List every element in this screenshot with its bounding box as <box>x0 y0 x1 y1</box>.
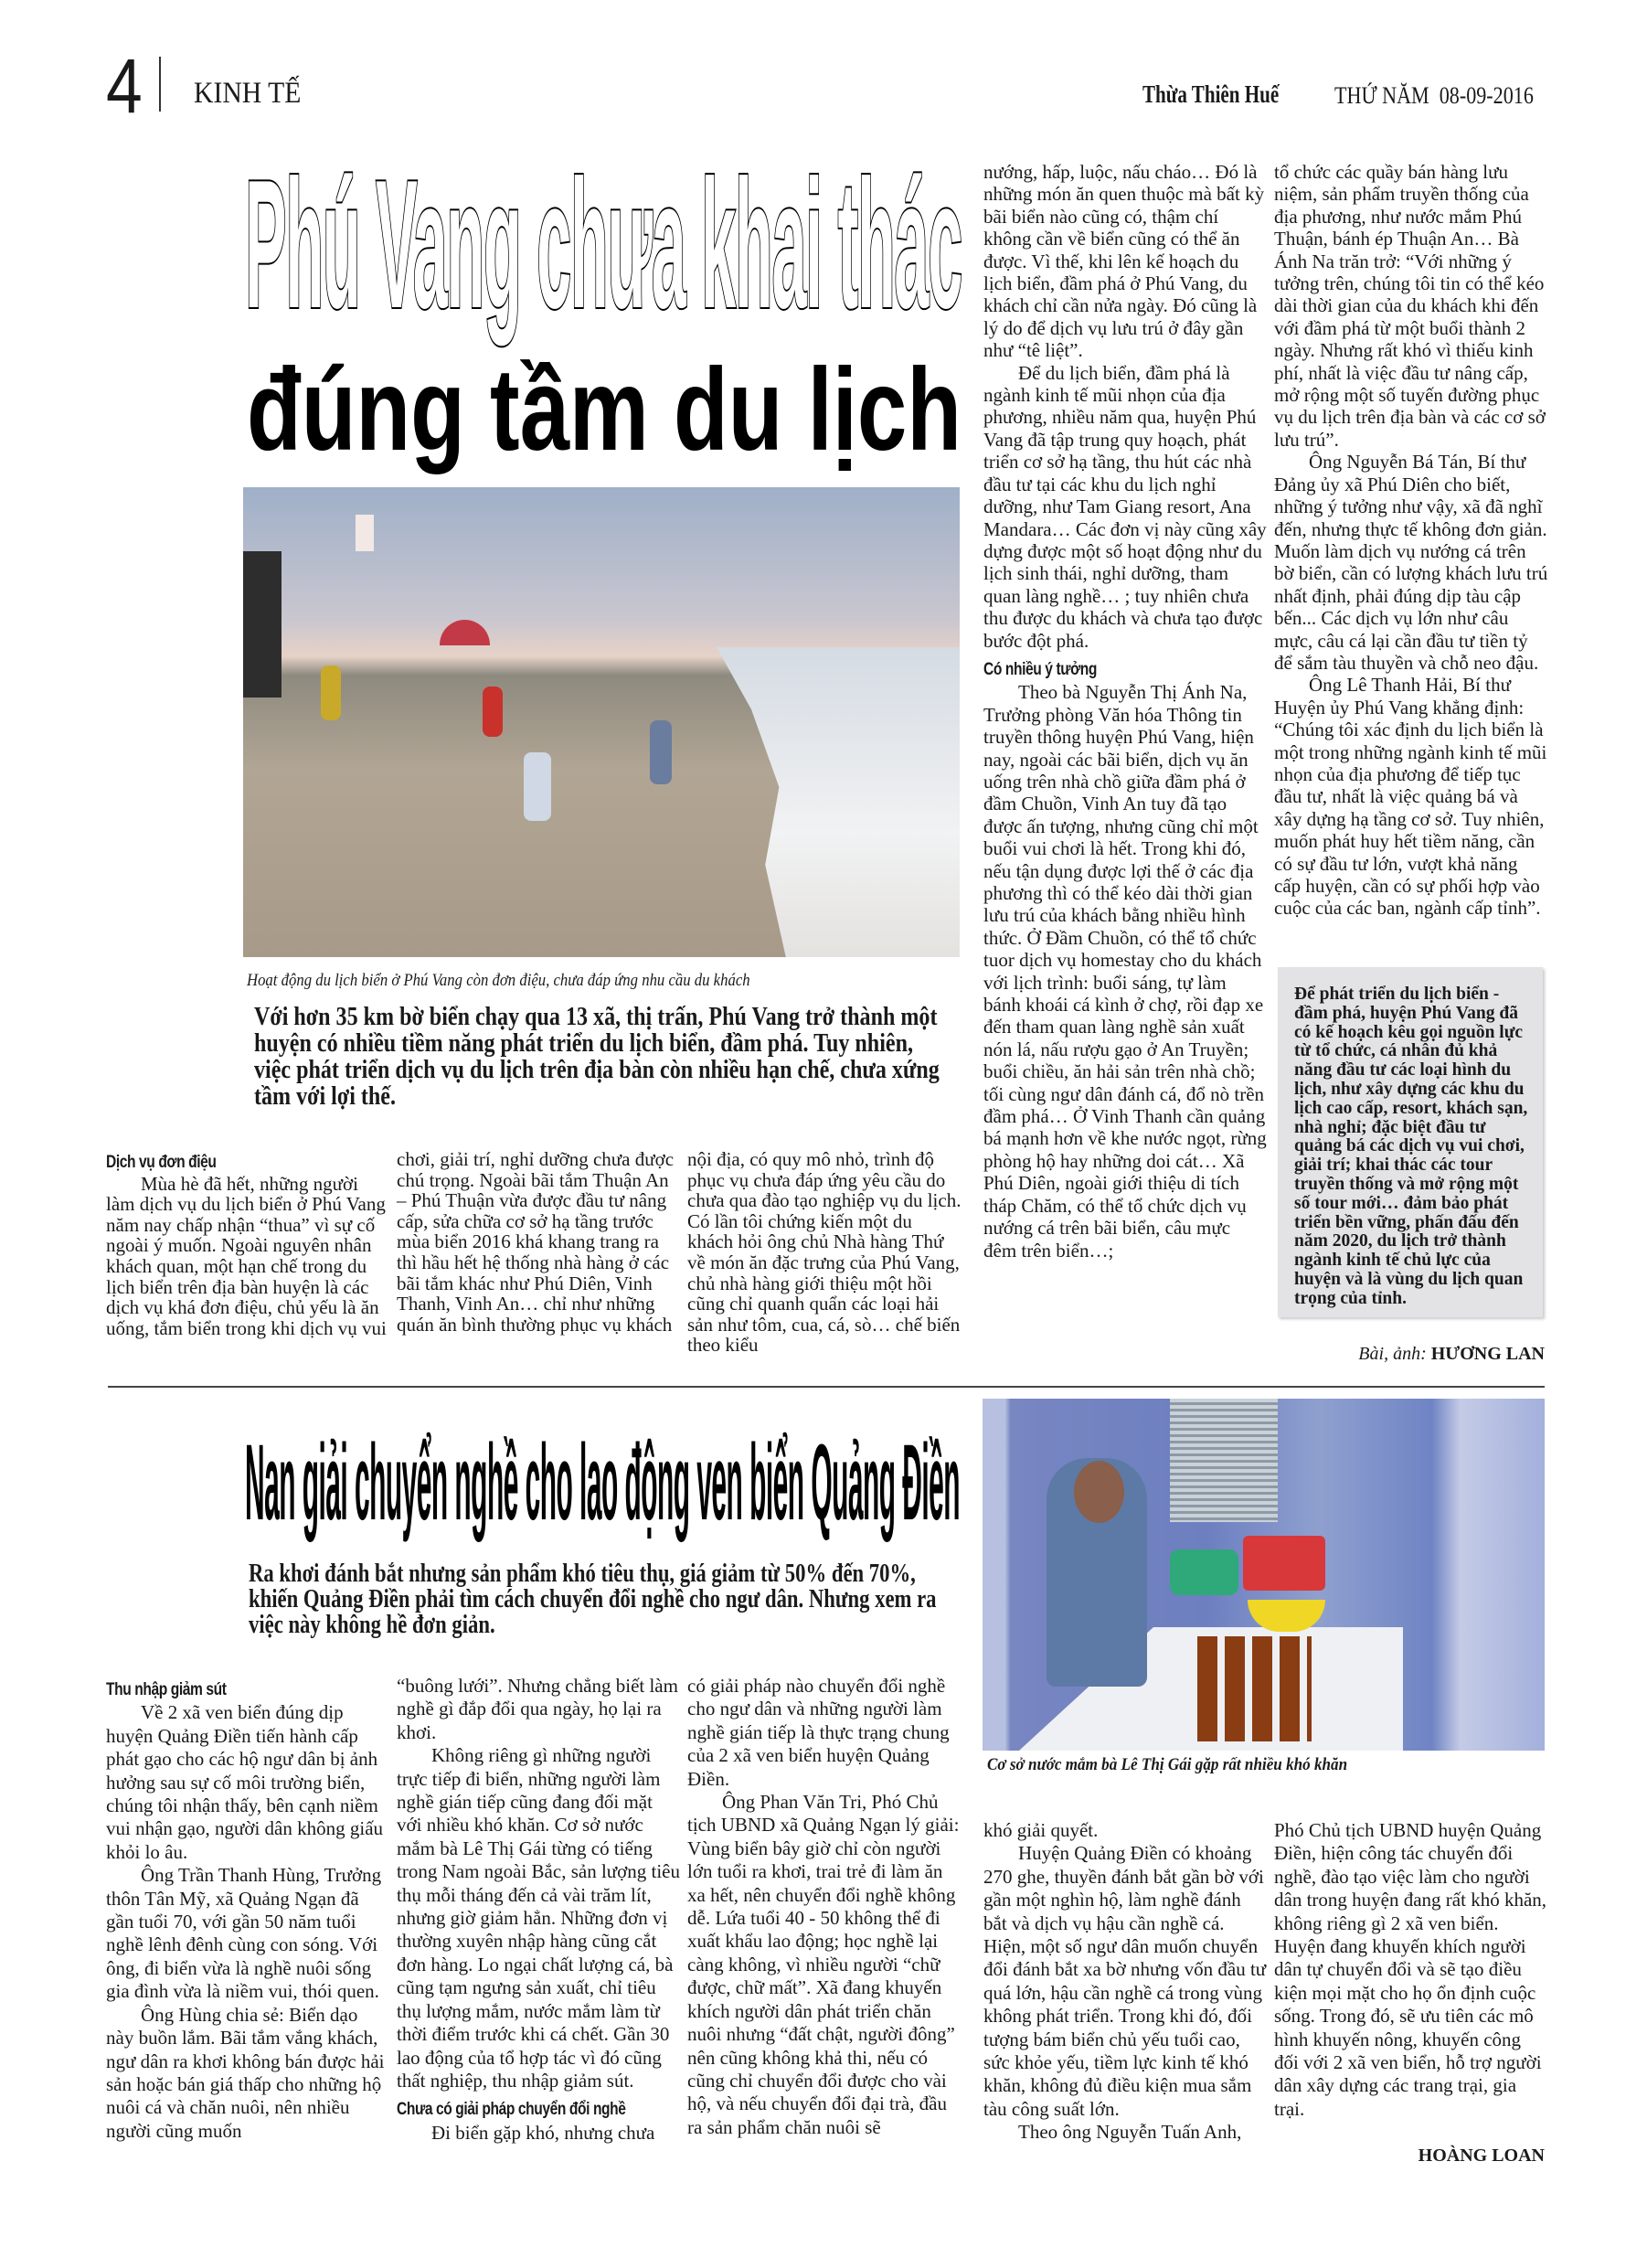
article2-byline: HOÀNG LOAN <box>1418 2146 1545 2166</box>
article1-headline-line1 <box>245 143 962 346</box>
bottles <box>1197 1636 1312 1741</box>
woman-head <box>1074 1461 1124 1523</box>
article1-headline-line2 <box>247 345 962 475</box>
paragraph: chơi, giải trí, nghỉ dưỡng chưa được chú trọng. Ngoài bãi tắm Thuận An – Phú Thuận vừa được đầu tư nâng cấp, sửa chữa cơ sở hạ tầng trước mùa biển 2016 khá khang trang ra thì hầu hết hệ thống nhà hàng ở các bãi tắm khác như Phú Diên, Vinh Thanh, Vinh An… chỉ như những quán ăn bình thường phục vụ khách <box>397 1148 675 1336</box>
paragraph: “buông lưới”. Nhưng chẳng biết làm nghề gì đắp đổi qua ngày, họ lại ra khơi. <box>397 1675 678 1743</box>
article2-photo-caption: Cơ sở nước mắm bà Lê Thị Gái gặp rất nhiều khó khăn <box>987 1755 1348 1774</box>
umbrella <box>440 620 490 645</box>
paragraph: nướng, hấp, luộc, nấu cháo… Đó là những món ăn quen thuộc mà bất kỳ bãi biển nào cũng có, thậm chí không cần về biển cũng có thể ăn được. Vì thế, khi lên kế hoạch du lịch biển, đầm phá ở Phú Vang, du khách chỉ cần nửa ngày. Đó cũng là lý do để dịch vụ lưu trú ở đây gần như “tê liệt”. <box>983 161 1265 362</box>
article1-byline <box>1358 1344 1545 1365</box>
article1-column-1 <box>106 1149 388 1338</box>
article2-photo-fish-sauce <box>983 1399 1545 1751</box>
paragraph: Ông Hùng chia sẻ: Biển dạo này buồn lắm. Bãi tắm vắng khách, ngư dân ra khơi không bán được hải sản hoặc bán giá thấp cho những hộ nuôi cá và chăn nuôi, nên nhiều người cũng muốn <box>106 2003 385 2142</box>
byline-author: HƯƠNG LAN <box>1430 1344 1545 1364</box>
paragraph: Theo ông Nguyễn Tuấn Anh, <box>1018 2121 1242 2144</box>
subheading: Chưa có giải pháp chuyển đổi nghề <box>397 2100 626 2120</box>
headline-text: Phú Vang chưa khai thác <box>245 143 962 346</box>
article1-column-5 <box>1274 161 1548 920</box>
paragraph: Theo bà Nguyễn Thị Ánh Na, Trưởng phòng Văn hóa Thông tin truyền thông huyện Phú Vang, hiện nay, ngoài các bãi biển, dịch vụ ăn uống trên nhà chồ giữa đầm phá ở đầm Chuồn, Vinh An tuy đã tạo được ấn tượng, nhưng cũng chỉ một buổi vui chơi là hết. Trong khi đó, nếu tận dụng được lợi thế ở các địa phương thì có thể kéo dài thời gian lưu trú của khách bằng nhiều hình thức. Ở Đầm Chuồn, có thể tổ chức tuor dịch vụ homestay cho du khách với lịch trình: buổi sáng, tự làm bánh khoái cá kình ở chợ, rồi đạp xe đến tham quan làng nghề sản xuất nón lá, nấu rượu gạo ở An Truyền; buổi chiều, ăn hải sản trên nhà chồ; tối cùng ngư dân đánh cá, đổ nò trền đầm phá… Ở Vinh Thanh cần quảng bá mạnh hơn về khe nước ngọt, rừng phòng hộ hay những doi cát… Xã Phú Diên, ngoài giới thiệu di tích tháp Chăm, có thể tổ chức dịch vụ nướng cá trên bãi biển, câu mực đêm trên biển…; <box>983 681 1267 1262</box>
paragraph: khó giải quyết. <box>983 1819 1099 1841</box>
article1-lead: Với hơn 35 km bờ biển chạy qua 13 xã, thị trấn, Phú Vang trở thành một huyện có nhiều tiềm năng phát triển du lịch biển, đầm phá. Tuy nhiên, việc phát triển dịch vụ du lịch trên địa bàn còn nhiều hạn chế, chưa xứng tầm với lợi thế. <box>254 1002 940 1111</box>
article2-column-5 <box>1274 1819 1548 2121</box>
headline-text: Nan giải chuyển nghề cho lao động ven biển Quảng Điền <box>245 1422 960 1543</box>
header-divider <box>159 57 161 112</box>
subheading: Dịch vụ đơn điệu <box>106 1153 217 1172</box>
section-title: KINH TẾ <box>194 77 302 110</box>
article2-column-2 <box>397 1675 682 2145</box>
paragraph: Để du lịch biển, đầm phá là ngành kinh tế mũi nhọn của địa phương, nhiều năm qua, huyện Phú Vang đã tập trung quy hoạch, phát triển cơ sở hạ tầng, thu hút các nhà đầu tư tại các khu du lịch nghỉ dưỡng, như Tam Giang resort, Ana Mandara… Các đơn vị này cũng xây dựng được một số hoạt động như du lịch sinh thái, nghỉ dưỡng, tham quan làng nghề… ; tuy nhiên chưa thu được du khách và chưa tạo được bước đột phá. <box>983 361 1267 652</box>
paragraph: Về 2 xã ven biển đúng dịp huyện Quảng Điền tiến hành cấp phát gạo cho các hộ ngư dân bị ảnh hưởng sau sự cố môi trường biển, chúng tôi nhận thấy, bên cạnh niềm vui nhận gạo, người dân không giấu khỏi lo âu. <box>106 1701 384 1863</box>
paragraph: Không riêng gì những người trực tiếp đi biển, những người làm nghề gián tiếp cũng đang đối mặt với nhiều khó khăn. Cơ sở nước mắm bà Lê Thị Gái từng có tiếng trong Nam ngoài Bắc, sản lượng tiêu thụ mỗi tháng đến cả vài trăm lít, nhưng giờ giảm hẳn. Những đơn vị thường xuyên nhập hàng cũng cắt đơn hàng. Lo ngại chất lượng cá, bà cũng tạm ngưng sản xuất, chỉ tiêu thụ lượng mắm, nước mắm làm từ thời điểm trước khi cá chết. Gần 30 lao động của tổ hợp tác vì đó cũng thất nghiệp, thu nhập giảm sút. <box>397 1744 681 2092</box>
article2-column-3 <box>687 1675 962 2139</box>
article2-lead: Ra khơi đánh bắt nhưng sản phẩm khó tiêu thụ, giá giảm từ 50% đến 70%, khiến Quảng Điền phải tìm cách chuyển đổi nghề cho ngư dân. Nhưng xem ra việc này không hề đơn giản. <box>249 1560 937 1639</box>
article2-column-4 <box>983 1819 1267 2145</box>
paragraph: Ông Lê Thanh Hải, Bí thư Huyện ủy Phú Vang khẳng định: “Chúng tôi xác định du lịch biển là một trong những ngành kinh tế mũi nhọn của địa phương để tiếp tục đầu tư, nhất là việc quảng bá và xây dựng hạ tầng cơ sở. Tuy nhiên, muốn phát huy hết tiềm năng, cần có sự đầu tư lớn, vượt khả năng cấp huyện, cần có sự phối hợp vào cuộc của các ban, ngành cấp tỉnh”. <box>1274 674 1547 920</box>
subheading: Thu nhập giảm sút <box>106 1680 227 1699</box>
person-white <box>524 752 551 821</box>
paragraph: Ông Trần Thanh Hùng, Trưởng thôn Tân Mỹ, xã Quảng Ngạn đã gần tuổi 70, với gần 50 năm tuổi nghề lênh đênh cùng con sóng. Với ông, đi biển vừa là nghề nuôi sống gia đình vừa là niềm vui, thói quen. <box>106 1864 382 2003</box>
paragraph: nội địa, có quy mô nhỏ, trình độ phục vụ chưa đáp ứng yêu cầu do chưa qua đào tạo nghiệp vụ du lịch. Có lần tôi chứng kiến một du khách hỏi ông chủ Nhà hàng Thứ về món ăn đặc trưng của Phú Vang, chủ nhà hàng giới thiệu một hồi cũng chỉ quanh quẩn các loại hải sản như tôm, cua, cá, sò… chế biến theo kiểu <box>687 1148 962 1357</box>
highlight-text: Để phát triển du lịch biển - đầm phá, huyện Phú Vang đã có kế hoạch kêu gọi nguồn lực từ tổ chức, cá nhân đủ khả năng đầu tư các loại hình du lịch, như xây dựng các khu du lịch cao cấp, resort, khách sạn, nhà nghỉ; đặc biệt đầu tư quảng bá các dịch vụ vui chơi, giải trí; khai thác các tour truyền thống và mở rộng một số tour mới… đảm bảo phát triển bền vững, phấn đấu đến năm 2020, du lịch trở thành ngành kinh tế chủ lực của huyện và là vùng du lịch quan trọng của tỉnh. <box>1294 985 1528 1308</box>
headline-text: đúng tầm du lịch <box>247 345 962 475</box>
paragraph: Phó Chủ tịch UBND huyện Quảng Điền, hiện công tác chuyển đổi nghề, đào tạo việc làm cho người dân trong huyện đang rất khó khăn, không riêng gì 2 xã ven biển. Huyện đang khuyến khích người dân tự chuyển đổi và sẽ tạo điều kiện mọi mặt cho họ ổn định cuộc sống. Trong đó, sẽ ưu tiên các mô hình khuyến nông, khuyến công đối với 2 xã ven biển, hỗ trợ người dân xây dựng các trang trại, gia trại. <box>1274 1819 1547 2120</box>
highlight-box <box>1278 967 1543 1317</box>
article1-column-4 <box>983 161 1267 1262</box>
paragraph: Huyện Quảng Điền có khoảng 270 ghe, thuyền đánh bắt gần bờ với gần một nghìn hộ, làm nghề đánh bắt và dịch vụ hậu cần nghề cá. Hiện, một số ngư dân muốn chuyển đổi đánh bắt xa bờ nhưng vốn đầu tư quá lớn, hậu cần nghề cá trong vùng không phát triển. Trong khi đó, đối tượng bám biển chủ yếu tuổi cao, sức khỏe yếu, tiềm lực kinh tế khó khăn, không đủ điều kiện mua sắm tàu công suất lớn. <box>983 1842 1267 2120</box>
issue-date: THỨ NĂM 08-09-2016 <box>1334 82 1534 109</box>
page-number: 4 <box>106 43 143 129</box>
person-blue <box>650 720 672 784</box>
subheading: Có nhiều ý tưởng <box>983 659 1097 679</box>
article1-photo-caption: Hoạt động du lịch biển ở Phú Vang còn đơn điệu, chưa đáp ứng nhu cầu du khách <box>247 971 750 990</box>
article-separator <box>108 1386 1545 1388</box>
hut <box>243 551 282 697</box>
article1-column-2 <box>397 1149 680 1335</box>
sea <box>612 647 960 957</box>
paragraph: Ông Phan Văn Tri, Phó Chủ tịch UBND xã Quảng Ngạn lý giải: Vùng biển bây giờ chỉ còn người lớn tuổi ra khơi, trai trẻ đi làm ăn xa hết, nên chuyển đổi nghề không dễ. Lứa tuổi 40 - 50 không thể đi xuất khẩu lao động; học nghề lại càng không, vì nhiều người “chữ được, chữ mất”. Xã đang khuyến khích người dân phát triển chăn nuôi nhưng “đất chật, người đông” nên cũng không khả thi, nếu có cũng chỉ chuyển đổi được cho vài hộ, và nếu chuyển đổi đại trà, đầu ra sản phẩm chăn nuôi sẽ <box>687 1791 960 2138</box>
article2-column-1 <box>106 1675 389 2143</box>
paragraph: Mùa hè đã hết, những người làm dịch vụ du lịch biển ở Phú Vang năm nay chấp nhận “thua” vì sự cố ngoài ý muốn. Ngoài nguyên nhân khách quan, một hạn chế trong du lịch biển trên địa bàn huyện là các dịch vụ khá đơn điệu, chủ yếu là ăn uống, tắm biển trong khi dịch vụ vui <box>106 1172 387 1339</box>
yellow-basin <box>1248 1600 1325 1632</box>
paragraph: tổ chức các quầy bán hàng lưu niệm, sản phẩm truyền thống của địa phương, như nước mắm Phú Thuận, bánh ép Thuận An… Bà Ánh Na trăn trở: “Với những ý tưởng trên, chúng tôi tin có thể kéo dài thời gian của du khách khi đến với đầm phá từ một buổi thành 2 ngày. Nhưng rất khó vì thiếu kinh phí, nhất là việc đầu tư nâng cấp, mở rộng một số tuyến đường phục vụ du lịch trên địa bàn và các cơ sở lưu trú”. <box>1274 161 1546 451</box>
paragraph: có giải pháp nào chuyển đổi nghề cho ngư dân và những người làm nghề gián tiếp là thực trạng chung của 2 xã ven biển huyện Quảng Điền. <box>687 1675 950 1790</box>
person-red <box>483 687 503 737</box>
paragraph: Ông Nguyễn Bá Tán, Bí thư Đảng ủy xã Phú Diên cho biết, những ý tưởng như vậy, xã đã nghĩ đến, nhưng thực tế không đơn giản. Muốn làm dịch vụ nướng cá trên bờ biển, cần có lượng khách lưu trú nhất định, phải đúng dịp tàu cập bến... Các dịch vụ lớn như câu mực, câu cá lại cần đầu tư tiền tỷ để sắm tàu thuyền và chỗ neo đậu. <box>1274 451 1548 674</box>
red-basket <box>1243 1536 1325 1591</box>
masthead: Thừa Thiên Huế <box>1142 80 1280 108</box>
paragraph: Đi biển gặp khó, nhưng chưa <box>431 2121 655 2144</box>
page-header <box>0 0 1647 128</box>
article2-headline <box>245 1422 960 1543</box>
flag <box>356 515 374 551</box>
person-yellow <box>321 665 341 720</box>
article1-column-3 <box>687 1149 962 1356</box>
window-shutter <box>1170 1399 1278 1522</box>
green-jug <box>1170 1549 1238 1595</box>
byline-prefix: Bài, ảnh: <box>1358 1344 1427 1364</box>
article1-photo-beach <box>243 487 960 957</box>
